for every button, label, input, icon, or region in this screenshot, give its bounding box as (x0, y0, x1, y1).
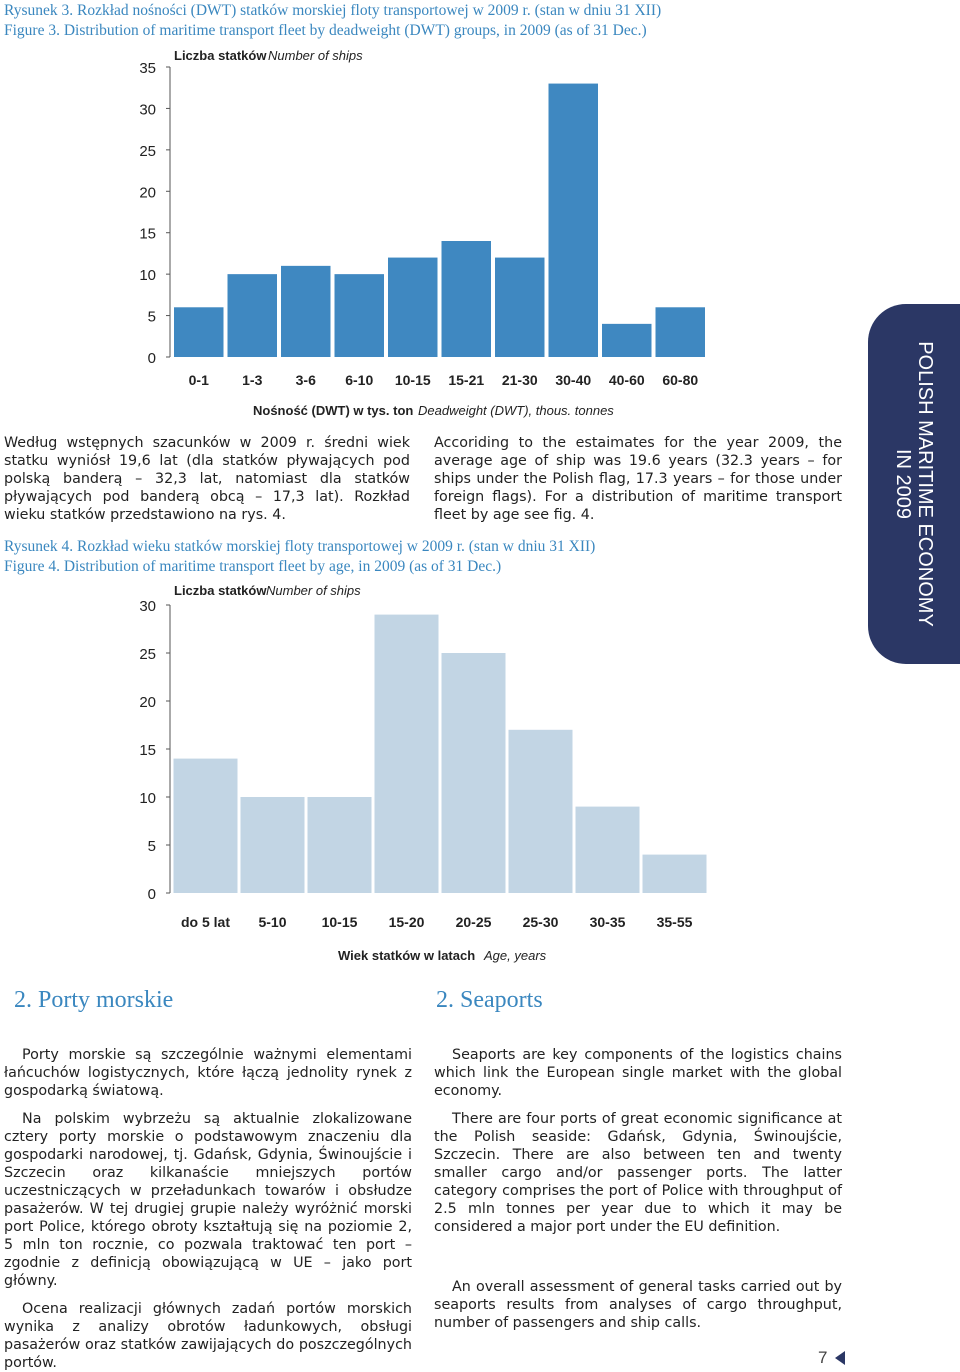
paragraph: Seaports are key components of the logistics chains which link the European single market with the global economy. (434, 1047, 842, 1099)
paragraph: An overall assessment of general tasks carried out by seaports results from analyses of cargo throughput, number of passengers and ship calls. (434, 1279, 842, 1331)
x-tick-label: 0-1 (188, 372, 209, 388)
chart1-ylabel-en: Number of ships (268, 48, 363, 63)
x-tick-label: 10-15 (321, 914, 358, 930)
paragraph: There are four ports of great economic significance at the Polish seaside: Gdańsk, Gdynia, Świnoujście, Szczecin. There are also between ten and twenty smaller cargo and/or passenger ports. The latter category comprises the port of Police with throughput of 2.5 mln tonnes per year due to which it may be considered a major port under the EU definition. (434, 1111, 842, 1235)
bar (656, 307, 706, 357)
x-tick-label: do 5 lat (180, 914, 231, 930)
x-tick-label: 60-80 (662, 372, 699, 388)
side-tab-line2: IN 2009 (892, 448, 914, 520)
intro-text-pl: Według wstępnych szacunków w 2009 r. średni wiek statku wyniósł 19,6 lat (dla statków pływających pod polską banderą – 32,3 lat, natomiast dla statków pływających pod banderą obcą – 17,3 lat). Rozkład wieku statków przedstawiono na rys. 4. (4, 435, 410, 523)
x-tick-label: 40-60 (608, 372, 645, 388)
x-tick-label: 35-55 (656, 914, 693, 930)
figure4-caption-pl: Rysunek 4. Rozkład wieku statków morskiej floty transportowej w 2009 r. (stan w dniu 31 XII) (4, 538, 596, 555)
bar (388, 258, 438, 357)
bar (495, 258, 545, 357)
y-tick-label: 30 (139, 101, 156, 119)
chart1-ylabel (174, 48, 363, 63)
chart2-ylabel-pl: Liczba statków (174, 583, 267, 598)
x-tick-label: 1-3 (242, 372, 263, 388)
chart2-xlabel (338, 948, 547, 963)
x-tick-label: 15-21 (448, 372, 485, 388)
bar (335, 274, 385, 357)
intro-text-en: Accoriding to the estaimates for the year 2009, the average age of ship was 19.6 years (32.3 years – for ships under the Polish flag, 17.3 years – for those under foreign flags). For a distribution of maritime transport fleet by age see fig. 4. (434, 435, 842, 523)
bar (281, 266, 331, 357)
y-tick-label: 5 (147, 308, 156, 326)
y-tick-label: 0 (147, 886, 156, 903)
y-tick-label: 30 (139, 598, 156, 615)
x-tick-label: 3-6 (295, 372, 316, 388)
chart2-xlabel-pl: Wiek statków w latach (338, 948, 476, 963)
chart1-ylabel-pl: Liczba statków (174, 48, 267, 63)
x-tick-label: 25-30 (522, 914, 559, 930)
x-tick-label: 30-40 (555, 372, 592, 388)
bar (602, 324, 652, 357)
y-tick-label: 25 (139, 142, 156, 160)
bar (442, 241, 492, 357)
bar (643, 855, 707, 893)
y-tick-label: 15 (139, 742, 156, 759)
y-tick-label: 5 (147, 838, 156, 855)
x-tick-label: 21-30 (501, 372, 538, 388)
paragraph: Ocena realizacji głównych zadań portów morskich wynika z analizy obrotów ładunkowych, obsługi pasażerów oraz statków zawijających do poszczególnych portów. (4, 1301, 412, 1371)
y-tick-label: 10 (139, 790, 156, 807)
x-tick-label: 15-20 (388, 914, 425, 930)
side-tab-label (868, 304, 960, 664)
section-heading-en: 2. Seaports (436, 987, 543, 1013)
page-number: 7 (818, 1348, 828, 1367)
y-tick-label: 0 (147, 350, 156, 367)
paragraph: Porty morskie są szczególnie ważnymi elementami łańcuchów logistycznych, które łączą jednolity rynek z gospodarką światową. (4, 1047, 412, 1099)
y-tick-label: 10 (139, 267, 156, 285)
y-tick-label: 20 (139, 694, 156, 711)
chart1-xlabel-pl: Nośność (DWT) w tys. ton (253, 403, 414, 418)
chart2-ylabel-en: Number of ships (266, 583, 361, 598)
chart1-xlabel-en: Deadweight (DWT), thous. tonnes (418, 403, 614, 418)
chart1-xlabel (253, 403, 614, 418)
bar (241, 797, 305, 893)
x-tick-label: 20-25 (455, 914, 492, 930)
dwt-chart (0, 40, 740, 430)
y-tick-label: 25 (139, 646, 156, 663)
bar (174, 307, 224, 357)
x-tick-label: 6-10 (345, 372, 374, 388)
section-heading-pl: 2. Porty morskie (14, 987, 174, 1013)
bar (174, 759, 238, 893)
bar (375, 615, 439, 893)
bar (442, 653, 506, 893)
y-tick-label: 15 (139, 225, 156, 243)
side-tab-line1: POLISH MARITIME ECONOMY (914, 341, 936, 627)
bar (576, 807, 640, 893)
chart2-xlabel-en: Age, years (484, 948, 547, 963)
figure3-caption-en: Figure 3. Distribution of maritime transport fleet by deadweight (DWT) groups, in 2009 (as of 31 Dec.) (4, 22, 647, 39)
bar (308, 797, 372, 893)
bar (228, 274, 278, 357)
bar (509, 730, 573, 893)
y-tick-label: 35 (139, 60, 156, 77)
y-tick-label: 20 (139, 184, 156, 202)
section-text-en (434, 1046, 842, 1332)
figure4-caption-en: Figure 4. Distribution of maritime transport fleet by age, in 2009 (as of 31 Dec.) (4, 558, 502, 575)
x-tick-label: 30-35 (589, 914, 626, 930)
chart2-ylabel (174, 583, 361, 598)
section-text-pl (4, 1046, 412, 1372)
bar (549, 84, 599, 357)
triangle-left-icon (834, 1351, 846, 1365)
paragraph: Na polskim wybrzeżu są aktualnie zlokalizowane cztery porty morskie o podstawowym znaczeniu dla gospodarki narodowej, tj. Gdańsk, Gdynia, Świnoujście i Szczecin oraz kilkanaście mniejszych portów uczestniczących w przeładunkach towarów i obsłudze pasażerów. W tej drugiej grupie należy wyróżnić morski port Police, którego obroty kształtują się na poziomie 2, 5 mln ton rocznie, co pozwala traktować ten port – zgodnie z definicją obowiązującą w UE – jako port główny. (4, 1111, 412, 1289)
x-tick-label: 5-10 (258, 914, 287, 930)
age-chart (0, 576, 740, 970)
x-tick-label: 10-15 (394, 372, 431, 388)
figure3-caption-pl: Rysunek 3. Rozkład nośności (DWT) statków morskiej floty transportowej w 2009 r. (stan w dniu 31 XII) (4, 2, 662, 19)
